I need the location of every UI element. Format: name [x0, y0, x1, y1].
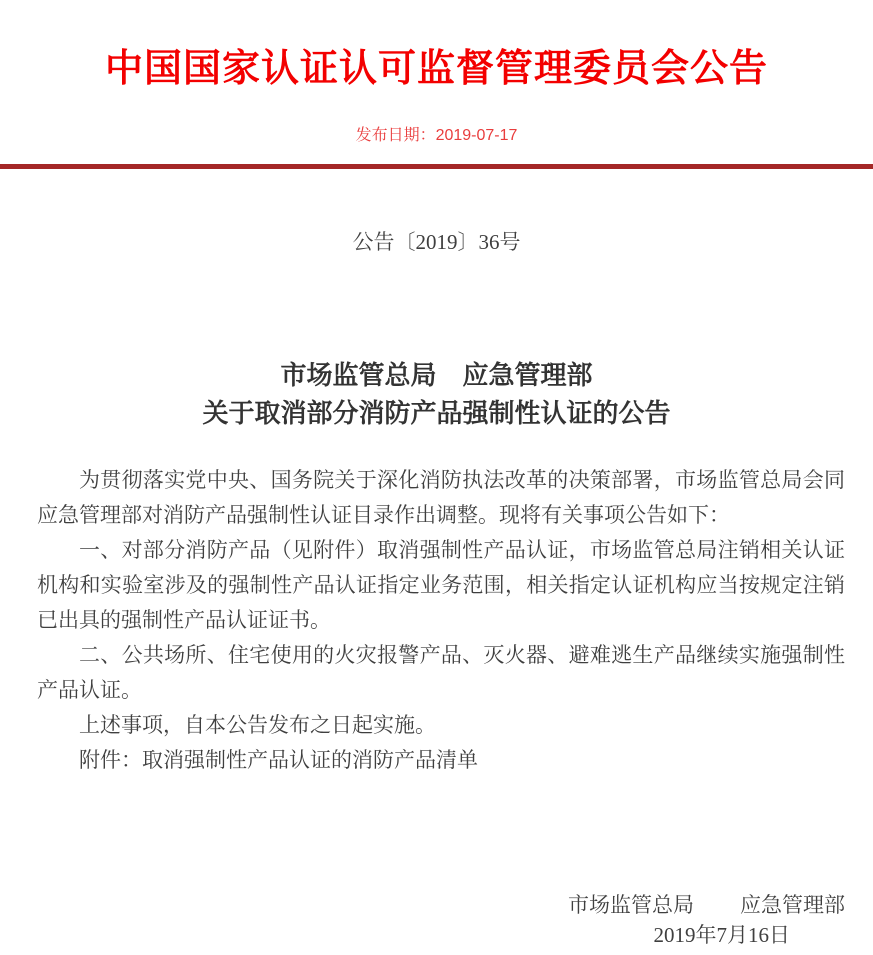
- signature-org2: 应急管理部: [740, 893, 845, 917]
- body-paragraph: 一、对部分消防产品（见附件）取消强制性产品认证，市场监管总局注销相关认证机构和实验室涉及的强制性产品认证指定业务范围，相关指定认证机构应当按规定注销已出具的强制性产品认证证书。: [37, 538, 845, 632]
- publish-date: 发布日期：2019-07-17: [355, 127, 518, 144]
- signature-date: 2019年7月16日: [653, 923, 790, 947]
- signature-line: [0, 890, 873, 920]
- body-paragraph: 二、公共场所、住宅使用的火灾报警产品、灭火器、避难逃生产品继续实施强制性产品认证。: [37, 643, 845, 702]
- header-divider: [0, 164, 873, 169]
- attachment-line: 附件：取消强制性产品认证的消防产品清单: [79, 748, 478, 772]
- page-title: 中国国家认证认可监督管理委员会公告: [104, 48, 768, 90]
- document-title-line2: 关于取消部分消防产品强制性认证的公告: [202, 399, 671, 428]
- document-title: [0, 357, 873, 433]
- document-body: [0, 463, 873, 778]
- body-paragraph: 为贯彻落实党中央、国务院关于深化消防执法改革的决策部署，市场监管总局会同应急管理部对消防产品强制性认证目录作出调整。现将有关事项公告如下：: [37, 468, 845, 527]
- signature-org1: 市场监管总局: [568, 893, 694, 917]
- document-number: 公告〔2019〕36号: [352, 230, 521, 254]
- body-paragraph: 上述事项，自本公告发布之日起实施。: [79, 713, 436, 737]
- document-title-line1: 市场监管总局 应急管理部: [280, 361, 593, 390]
